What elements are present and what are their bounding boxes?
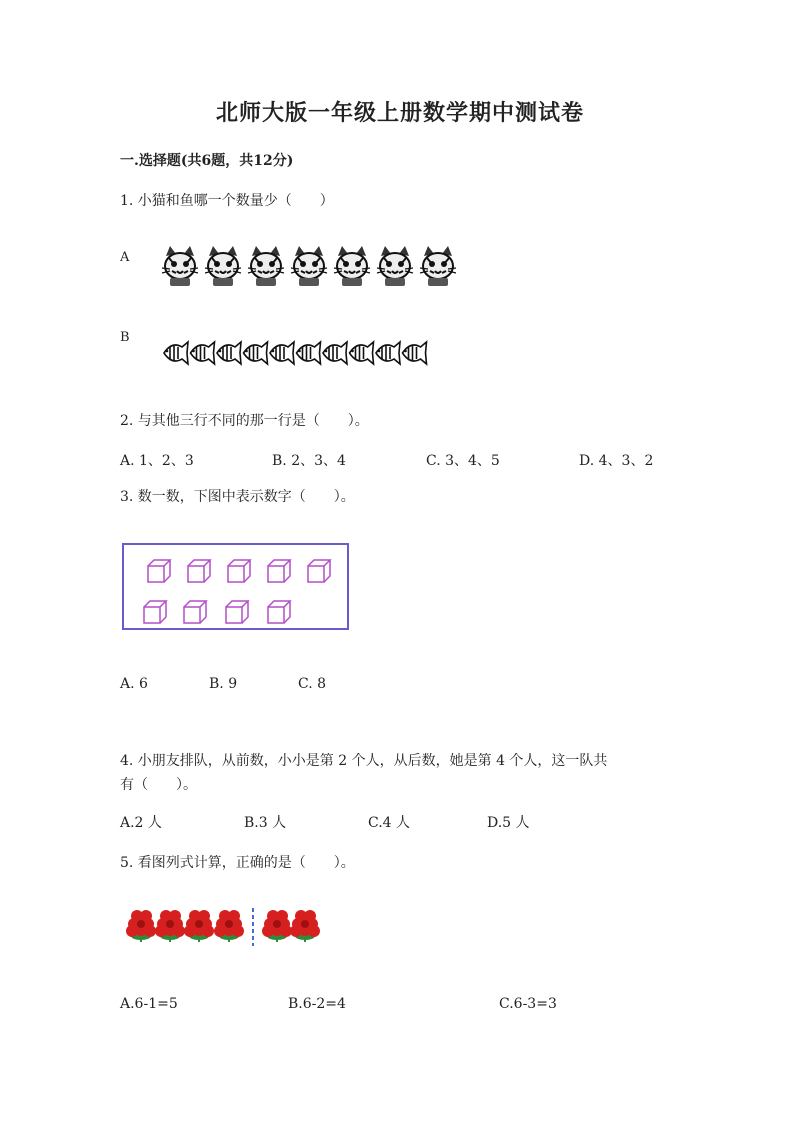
cat-icon bbox=[377, 246, 413, 286]
q5-option-c[interactable]: C.6-3=3 bbox=[499, 996, 557, 1012]
fish-icon bbox=[403, 342, 427, 364]
fish-icon bbox=[376, 342, 400, 364]
q2-option-b[interactable]: B. 2、3、4 bbox=[272, 453, 346, 469]
question-2-text: 2. 与其他三行不同的那一行是（ ）。 bbox=[120, 413, 369, 429]
section-heading: 一.选择题(共6题，共12分) bbox=[120, 153, 294, 169]
cat-icon bbox=[420, 246, 456, 286]
flower-icon bbox=[184, 910, 214, 942]
q4-option-c[interactable]: C.4 人 bbox=[368, 815, 411, 831]
q5-option-a[interactable]: A.6-1=5 bbox=[120, 996, 178, 1012]
q5-option-b[interactable]: B.6-2=4 bbox=[288, 996, 346, 1012]
flower-icon bbox=[262, 910, 292, 942]
fish-icon bbox=[217, 342, 241, 364]
q4-option-b[interactable]: B.3 人 bbox=[244, 815, 287, 831]
q2-option-c[interactable]: C. 3、4、5 bbox=[426, 453, 500, 469]
q1-fish-row bbox=[162, 338, 442, 368]
fish-icon bbox=[323, 342, 347, 364]
flower-icon bbox=[214, 910, 244, 942]
question-3-text: 3. 数一数，下图中表示数字（ ）。 bbox=[120, 489, 355, 505]
cat-icon bbox=[162, 246, 198, 286]
flower-icon bbox=[155, 910, 185, 942]
cube-frame bbox=[123, 544, 348, 629]
flower-icon bbox=[290, 910, 320, 942]
q3-option-b[interactable]: B. 9 bbox=[209, 676, 238, 692]
fish-icon bbox=[297, 342, 321, 364]
q4-option-a[interactable]: A.2 人 bbox=[120, 815, 162, 831]
q3-cube-box bbox=[122, 543, 350, 631]
q2-option-d[interactable]: D. 4、3、2 bbox=[579, 453, 654, 469]
flower-icon bbox=[126, 910, 156, 942]
question-4-text-line1: 4. 小朋友排队，从前数，小小是第 2 个人，从后数，她是第 4 个人，这一队共 bbox=[120, 753, 608, 769]
fish-icon bbox=[164, 342, 188, 364]
q1-option-b-label: B bbox=[120, 330, 130, 345]
q1-option-a-label: A bbox=[120, 250, 130, 265]
fish-icon bbox=[244, 342, 268, 364]
cat-icon bbox=[291, 246, 327, 286]
fish-icon bbox=[350, 342, 374, 364]
page-title: 北师大版一年级上册数学期中测试卷 bbox=[215, 100, 584, 126]
cat-icon bbox=[334, 246, 370, 286]
fish-icon bbox=[270, 342, 294, 364]
q2-option-a[interactable]: A. 1、2、3 bbox=[120, 453, 194, 469]
q1-cat-row bbox=[160, 244, 470, 288]
q5-flower-image bbox=[124, 906, 329, 948]
cat-icon bbox=[248, 246, 284, 286]
q3-option-c[interactable]: C. 8 bbox=[298, 676, 327, 692]
fish-icon bbox=[191, 342, 215, 364]
q4-option-d[interactable]: D.5 人 bbox=[487, 815, 530, 831]
question-5-text: 5. 看图列式计算，正确的是（ ）。 bbox=[120, 855, 355, 871]
question-4-text-line2: 有（ ）。 bbox=[120, 777, 197, 793]
question-1-text: 1. 小猫和鱼哪一个数量少（ ） bbox=[120, 193, 334, 209]
q3-option-a[interactable]: A. 6 bbox=[120, 676, 148, 692]
cat-icon bbox=[205, 246, 241, 286]
